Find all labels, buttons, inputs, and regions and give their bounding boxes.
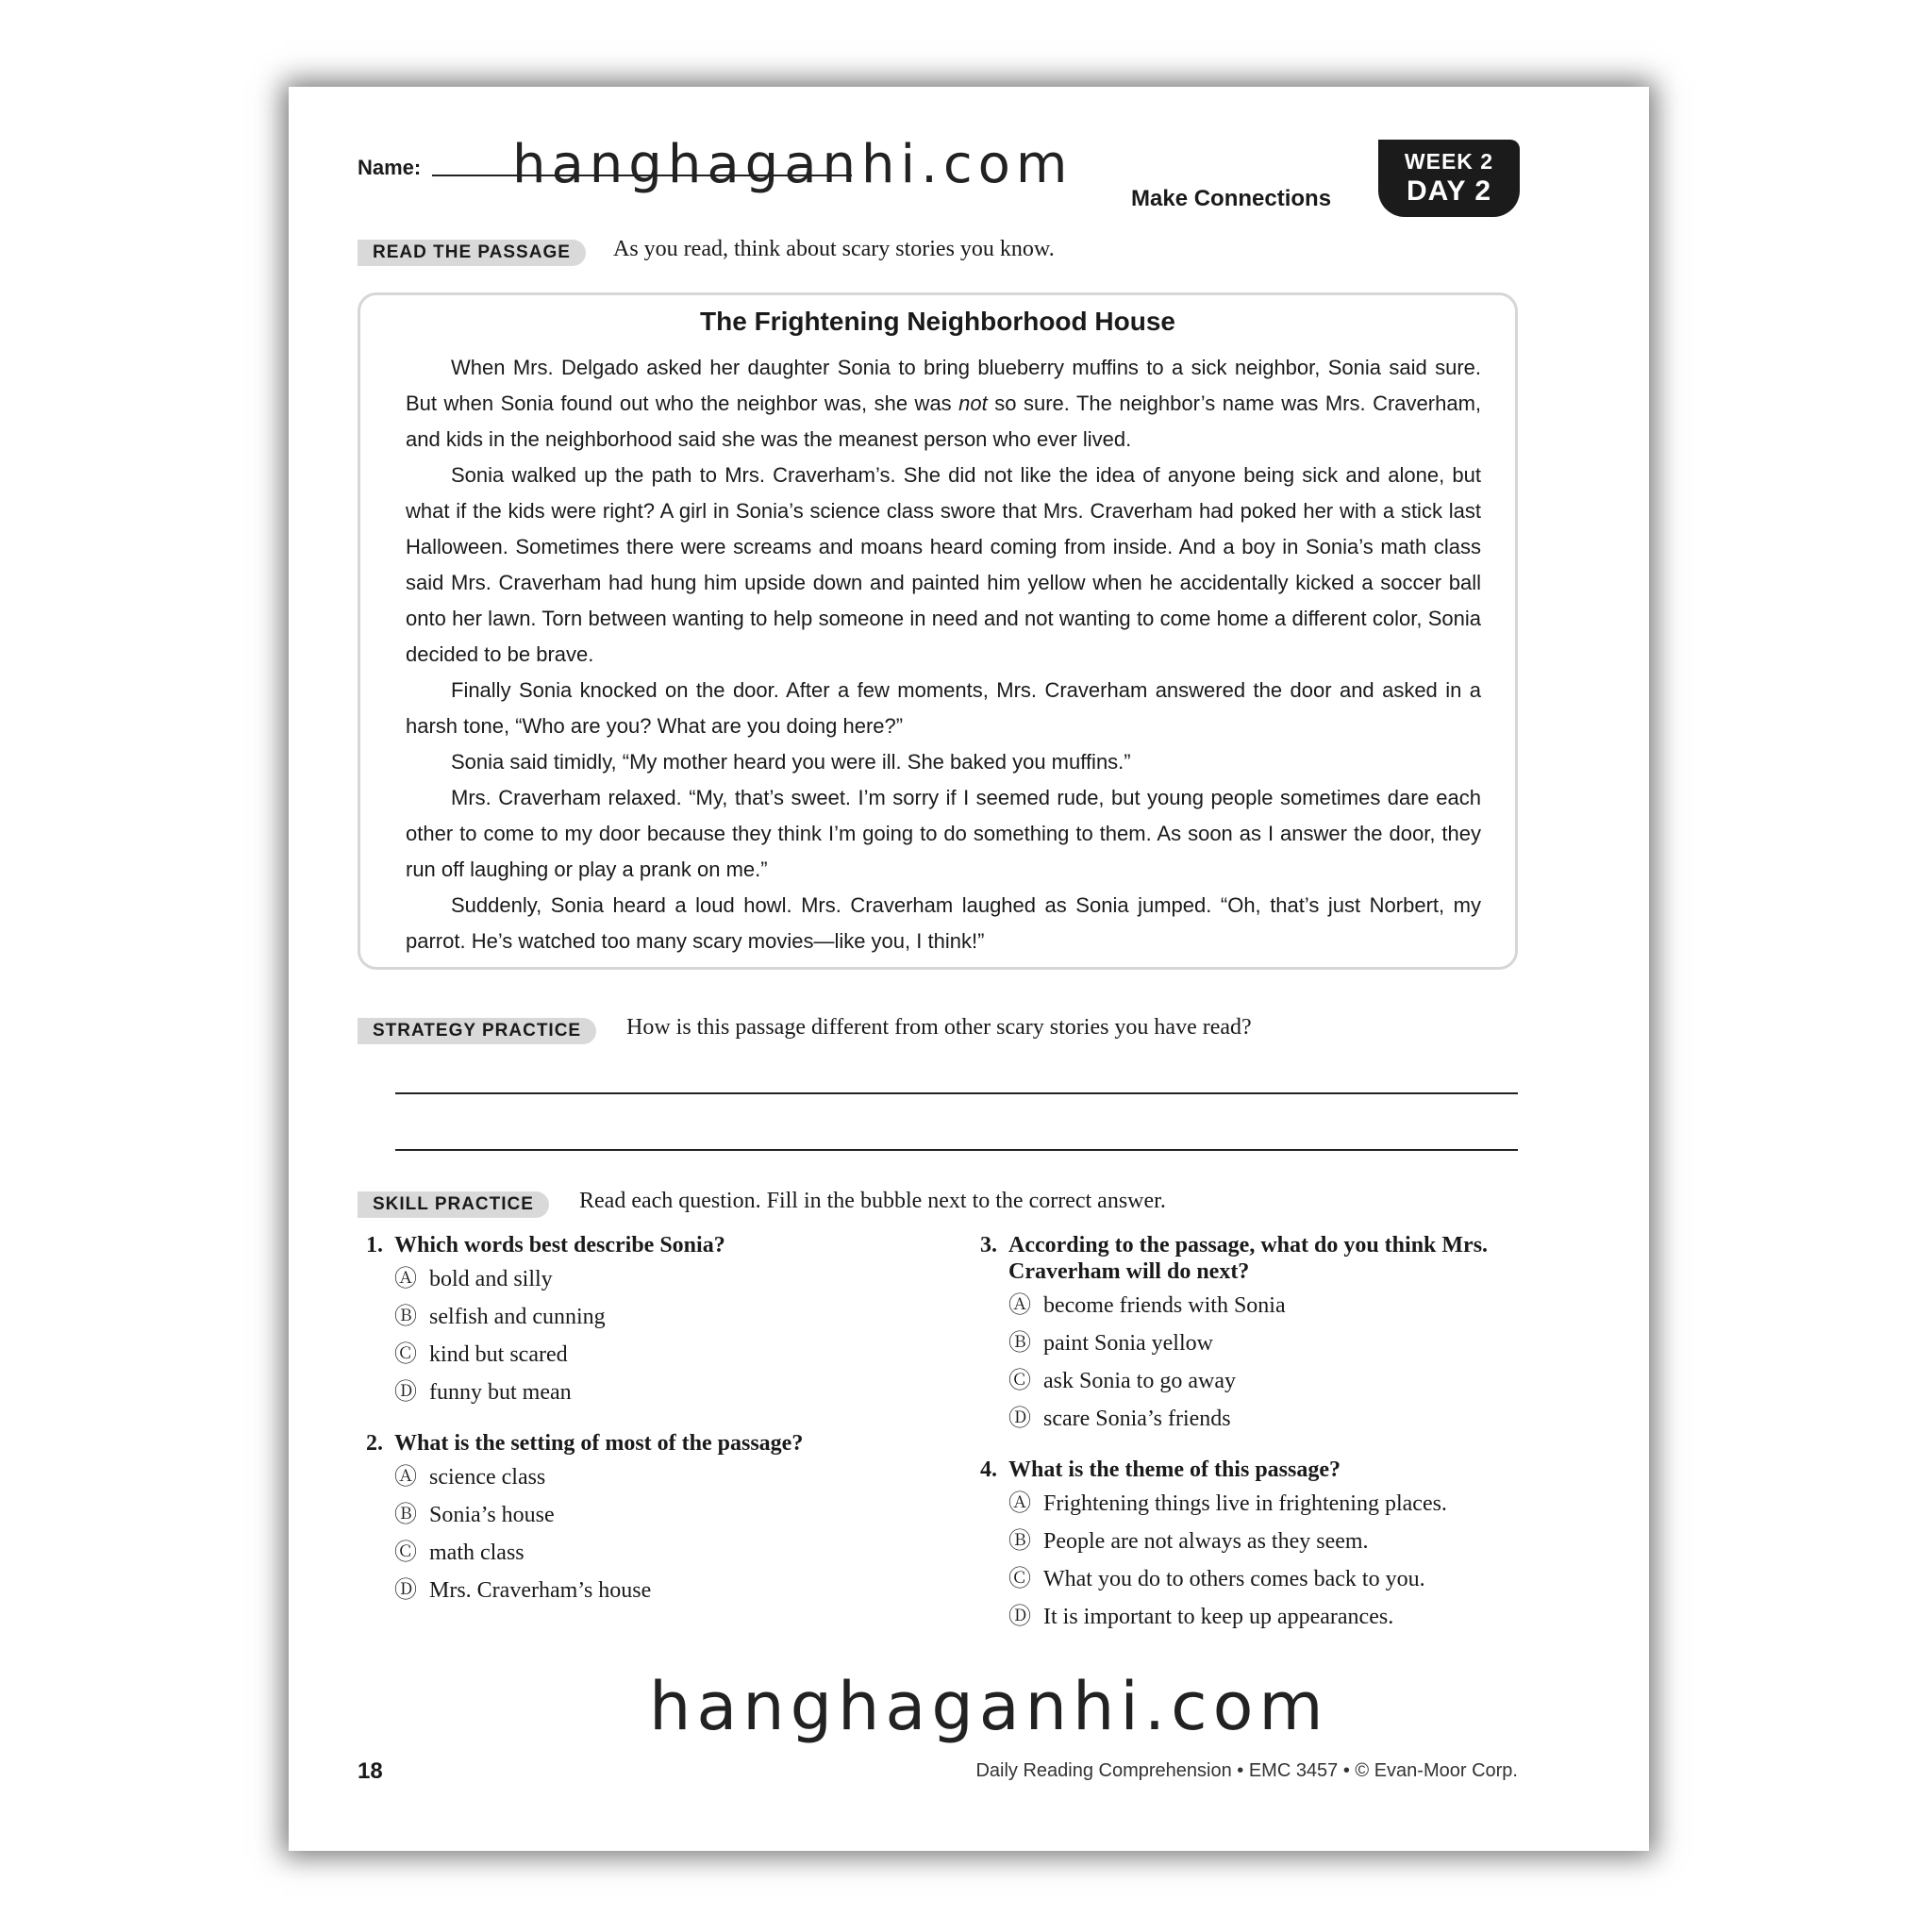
name-label: Name:: [358, 156, 422, 179]
q2-option-b[interactable]: Ⓑ Sonia’s house: [394, 1496, 932, 1534]
bubble-b-icon: Ⓑ: [1008, 1331, 1031, 1356]
bubble-d-icon: Ⓓ: [1008, 1605, 1031, 1629]
strategy-question: How is this passage different from other scary stories you have read?: [626, 1015, 1252, 1040]
page-number: 18: [358, 1758, 383, 1784]
footer-credit: Daily Reading Comprehension • EMC 3457 • © Evan-Moor Corp.: [975, 1760, 1518, 1781]
bubble-d-icon: Ⓓ: [394, 1578, 417, 1603]
section-title: Make Connections: [1131, 186, 1332, 211]
strategy-practice-label: STRATEGY PRACTICE: [358, 1018, 596, 1044]
bubble-b-icon: Ⓑ: [394, 1503, 417, 1527]
read-instruction: As you read, think about scary stories you know.: [613, 237, 1055, 261]
bubble-c-icon: Ⓒ: [1008, 1567, 1031, 1591]
passage-box: [358, 292, 1518, 970]
bubble-d-icon: Ⓓ: [394, 1380, 417, 1405]
question-4: 4. What is the theme of this passage? Ⓐ Frightening things live in frightening places. Ⓑ People are not always as they seem. Ⓒ What you do to others comes back to you. Ⓓ It is important to keep up appearances.: [980, 1457, 1565, 1636]
q3-option-d[interactable]: Ⓓ scare Sonia’s friends: [1008, 1400, 1565, 1438]
q3-option-c[interactable]: Ⓒ ask Sonia to go away: [1008, 1362, 1565, 1400]
question-3: 3. According to the passage, what do you think Mrs. Craverham will do next? Ⓐ become friends with Sonia Ⓑ paint Sonia yellow Ⓒ ask Sonia to go away Ⓓ scare Sonia’s friends: [980, 1232, 1565, 1438]
passage-paragraph: Mrs. Craverham relaxed. “My, that’s sweet. I’m sorry if I seemed rude, but young people sometimes dare each other to come to my door because they think I’m going to do something to them. As soon as I answer the door, they run off laughing or play a prank on me.”: [406, 786, 1481, 881]
watermark-bottom: hanghaganhi.com: [649, 1668, 1329, 1745]
skill-practice-label: SKILL PRACTICE: [358, 1191, 549, 1218]
q1-option-d[interactable]: Ⓓ funny but mean: [394, 1374, 932, 1411]
passage-paragraph: Finally Sonia knocked on the door. After a few moments, Mrs. Craverham answered the door and asked in a harsh tone, “Who are you? What are you doing here?”: [406, 678, 1481, 738]
skill-instruction: Read each question. Fill in the bubble next to the correct answer.: [579, 1189, 1166, 1213]
bubble-c-icon: Ⓒ: [1008, 1369, 1031, 1393]
q4-option-b[interactable]: Ⓑ People are not always as they seem.: [1008, 1523, 1565, 1560]
passage-paragraph: Suddenly, Sonia heard a loud howl. Mrs. Craverham laughed as Sonia jumped. “Oh, that’s just Norbert, my parrot. He’s watched too many scary movies—like you, I think!”: [406, 893, 1481, 953]
answer-line-1[interactable]: [395, 1092, 1518, 1094]
passage-paragraph: Sonia said timidly, “My mother heard you were ill. She baked you muffins.”: [451, 750, 1131, 774]
passage-paragraph: Sonia walked up the path to Mrs. Craverham’s. She did not like the idea of anyone being sick and alone, but what if the kids were right? A girl in Sonia’s science class swore that Mrs. Craverham had poked her with a stick last Halloween. Sometimes there were screams and moans heard coming from inside. And a boy in Sonia’s math class said Mrs. Craverham had hung him upside down and painted him yellow when he accidentally kicked a soccer ball onto her lawn. Torn between wanting to help someone in need and not wanting to come home a different color, Sonia decided to be brave.: [406, 463, 1481, 666]
bubble-b-icon: Ⓑ: [394, 1305, 417, 1329]
bubble-a-icon: Ⓐ: [394, 1465, 417, 1490]
q2-option-a[interactable]: Ⓐ science class: [394, 1458, 932, 1496]
q2-option-d[interactable]: Ⓓ Mrs. Craverham’s house: [394, 1572, 932, 1609]
passage-body: [406, 350, 1481, 959]
q4-option-a[interactable]: Ⓐ Frightening things live in frightening places.: [1008, 1485, 1565, 1523]
q3-option-b[interactable]: Ⓑ paint Sonia yellow: [1008, 1324, 1565, 1362]
question-2: 2. What is the setting of most of the passage? Ⓐ science class Ⓑ Sonia’s house Ⓒ math class Ⓓ Mrs. Craverham’s house: [366, 1430, 932, 1609]
q2-option-c[interactable]: Ⓒ math class: [394, 1534, 932, 1572]
q1-option-c[interactable]: Ⓒ kind but scared: [394, 1336, 932, 1374]
week-label: WEEK 2: [1404, 149, 1494, 174]
passage-title: The Frightening Neighborhood House: [700, 307, 1175, 336]
passage-paragraph: When Mrs. Delgado asked her daughter Sonia to bring blueberry muffins to a sick neighbor, Sonia said sure. But when Sonia found out who the neighbor was, she was not so sure. The neighbor’s name was Mrs. Craverham, and kids in the neighborhood said she was the meanest person who ever lived.: [406, 356, 1482, 451]
answer-line-2[interactable]: [395, 1149, 1518, 1151]
watermark-top: hanghaganhi.com: [512, 134, 1074, 195]
q1-option-b[interactable]: Ⓑ selfish and cunning: [394, 1298, 932, 1336]
q4-option-c[interactable]: Ⓒ What you do to others comes back to you.: [1008, 1560, 1565, 1598]
bubble-a-icon: Ⓐ: [1008, 1491, 1031, 1516]
week-day-badge: [1378, 140, 1520, 217]
day-label: DAY 2: [1406, 175, 1492, 207]
read-passage-label: READ THE PASSAGE: [358, 240, 586, 266]
bubble-b-icon: Ⓑ: [1008, 1529, 1031, 1554]
q1-option-a[interactable]: Ⓐ bold and silly: [394, 1260, 932, 1298]
q4-option-d[interactable]: Ⓓ It is important to keep up appearances.: [1008, 1598, 1565, 1636]
q3-option-a[interactable]: Ⓐ become friends with Sonia: [1008, 1287, 1565, 1324]
bubble-c-icon: Ⓒ: [394, 1541, 417, 1565]
worksheet-page: [289, 87, 1649, 1851]
question-1: 1. Which words best describe Sonia? Ⓐ bold and silly Ⓑ selfish and cunning Ⓒ kind but scared Ⓓ funny but mean: [366, 1232, 932, 1411]
bubble-a-icon: Ⓐ: [1008, 1293, 1031, 1318]
bubble-a-icon: Ⓐ: [394, 1267, 417, 1291]
bubble-c-icon: Ⓒ: [394, 1342, 417, 1367]
bubble-d-icon: Ⓓ: [1008, 1407, 1031, 1431]
